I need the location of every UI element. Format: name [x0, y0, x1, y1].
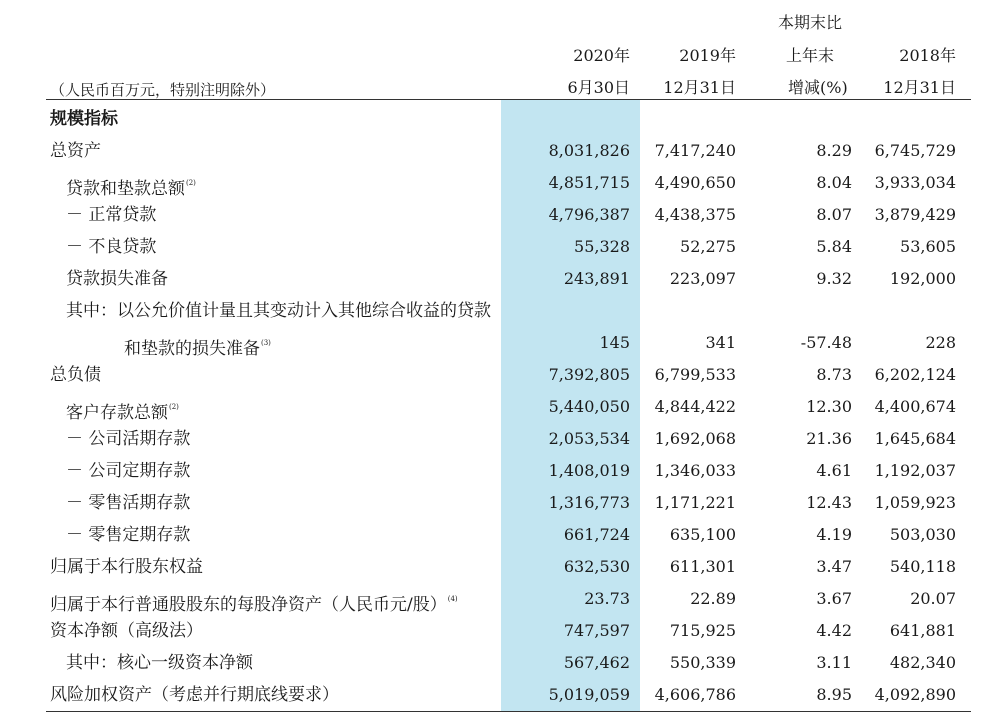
- table-row: [0, 295, 998, 327]
- row-value-col4: 6,745,729: [874, 141, 956, 160]
- table-row: [0, 135, 998, 167]
- table-row: [0, 615, 998, 647]
- row-value-col4: 1,192,037: [874, 461, 956, 480]
- row-value-col1: 8,031,826: [548, 141, 630, 160]
- row-value-col1: 1,408,019: [548, 461, 630, 480]
- row-value-col3: 3.67: [816, 589, 852, 608]
- row-value-col2: 1,692,068: [654, 429, 736, 448]
- row-value-col2: 4,844,422: [654, 397, 736, 416]
- col2-header-date: 12月31日: [663, 78, 736, 97]
- row-value-col4: 641,881: [889, 621, 956, 640]
- row-value-col2: 223,097: [669, 269, 736, 288]
- row-value-col3: 8.29: [816, 141, 852, 160]
- table-row: [0, 455, 998, 487]
- row-value-col1: 2,053,534: [548, 429, 630, 448]
- row-value-col4: 4,092,890: [874, 685, 956, 704]
- row-value-col3: 4.61: [816, 461, 852, 480]
- row-value-col2: 7,417,240: [654, 141, 736, 160]
- row-value-col2: 715,925: [669, 621, 736, 640]
- row-value-col3: 3.47: [816, 557, 852, 576]
- row-label: － 零售定期存款: [66, 525, 191, 545]
- row-value-col4: 503,030: [889, 525, 956, 544]
- row-value-col3: 4.42: [816, 621, 852, 640]
- row-value-col1: 5,019,059: [548, 685, 630, 704]
- row-value-col1: 7,392,805: [548, 365, 630, 384]
- table-row: [0, 487, 998, 519]
- row-value-col2: 4,438,375: [654, 205, 736, 224]
- row-label: － 正常贷款: [66, 205, 157, 225]
- row-value-col2: 52,275: [680, 237, 736, 256]
- row-value-col1: 567,462: [563, 653, 630, 672]
- table-row: [0, 423, 998, 455]
- table-row: [0, 103, 998, 135]
- row-label: － 零售活期存款: [66, 493, 191, 513]
- col4-header-date: 12月31日: [883, 78, 956, 97]
- row-value-col4: 53,605: [900, 237, 956, 256]
- row-value-col4: 6,202,124: [874, 365, 956, 384]
- row-value-col3: 8.95: [816, 685, 852, 704]
- row-value-col1: 4,851,715: [548, 173, 630, 192]
- row-value-col3: -57.48: [800, 333, 852, 352]
- table-row: [0, 551, 998, 583]
- row-value-col4: 540,118: [889, 557, 956, 576]
- row-label: － 公司定期存款: [66, 461, 191, 481]
- row-value-col4: 3,933,034: [874, 173, 956, 192]
- row-value-col1: 243,891: [563, 269, 630, 288]
- row-value-col2: 550,339: [669, 653, 736, 672]
- row-value-col4: 1,059,923: [874, 493, 956, 512]
- header-rule: [46, 99, 971, 100]
- row-label: 贷款损失准备: [66, 269, 168, 289]
- row-label: 其中：核心一级资本净额: [66, 653, 253, 673]
- row-value-col3: 5.84: [816, 237, 852, 256]
- footnote-marker: (3): [261, 339, 271, 347]
- row-value-col1: 661,724: [563, 525, 630, 544]
- row-value-col1: 23.73: [584, 589, 630, 608]
- row-value-col3: 8.07: [816, 205, 852, 224]
- row-value-col1: 1,316,773: [548, 493, 630, 512]
- row-value-col3: 3.11: [816, 653, 852, 672]
- row-value-col4: 3,879,429: [874, 205, 956, 224]
- table-row: [0, 231, 998, 263]
- row-value-col3: 8.04: [816, 173, 852, 192]
- col2-header-year: 2019年: [679, 46, 736, 65]
- col1-header-year: 2020年: [573, 46, 630, 65]
- table-row: [0, 327, 998, 359]
- row-value-col2: 22.89: [690, 589, 736, 608]
- table-row: [0, 647, 998, 679]
- row-value-col2: 4,490,650: [654, 173, 736, 192]
- row-value-col4: 482,340: [889, 653, 956, 672]
- row-value-col1: 55,328: [574, 237, 630, 256]
- row-label: 总负债: [50, 365, 101, 385]
- row-value-col1: 747,597: [563, 621, 630, 640]
- table-row: [0, 263, 998, 295]
- row-value-col2: 1,346,033: [654, 461, 736, 480]
- row-value-col3: 21.36: [806, 429, 852, 448]
- row-value-col4: 4,400,674: [874, 397, 956, 416]
- row-label: 贷款和垫款总额$^{(2)}$: [66, 179, 196, 199]
- row-label: 风险加权资产（考虑并行期底线要求）: [50, 685, 339, 705]
- row-value-col1: 145: [599, 333, 630, 352]
- col3-header-line0: 本期末比: [778, 13, 843, 32]
- row-value-col3: 8.73: [816, 365, 852, 384]
- row-value-col4: 1,645,684: [874, 429, 956, 448]
- row-value-col4: 20.07: [910, 589, 956, 608]
- row-label: 客户存款总额$^{(2)}$: [66, 403, 179, 423]
- row-value-col2: 6,799,533: [654, 365, 736, 384]
- col1-header-date: 6月30日: [567, 78, 630, 97]
- row-value-col4: 192,000: [889, 269, 956, 288]
- row-label: － 公司活期存款: [66, 429, 191, 449]
- row-label: 规模指标: [50, 109, 118, 129]
- row-value-col1: 5,440,050: [548, 397, 630, 416]
- table-row: [0, 167, 998, 199]
- row-value-col3: 12.43: [806, 493, 852, 512]
- row-value-col2: 4,606,786: [654, 685, 736, 704]
- footnote-marker: (4): [447, 595, 458, 603]
- row-value-col3: 12.30: [806, 397, 852, 416]
- bottom-rule: [46, 711, 971, 712]
- footnote-marker: (2): [186, 179, 196, 187]
- col3-header-line2: 增减(%): [788, 78, 848, 97]
- row-value-col1: 4,796,387: [548, 205, 630, 224]
- row-label: 其中：以公允价值计量且其变动计入其他综合收益的贷款: [66, 301, 491, 321]
- row-label: 归属于本行股东权益: [50, 557, 203, 577]
- row-label: － 不良贷款: [66, 237, 157, 257]
- table-row: [0, 199, 998, 231]
- table-row: [0, 519, 998, 551]
- row-label: 总资产: [50, 141, 101, 161]
- row-value-col3: 9.32: [816, 269, 852, 288]
- unit-note: （人民币百万元，特别注明除外）: [50, 81, 276, 99]
- row-label: 资本净额（高级法）: [50, 621, 203, 641]
- row-value-col2: 341: [705, 333, 736, 352]
- row-value-col2: 611,301: [669, 557, 736, 576]
- row-value-col3: 4.19: [816, 525, 852, 544]
- col3-header-line1: 上年末: [786, 46, 835, 65]
- table-row: [0, 679, 998, 711]
- row-value-col4: 228: [925, 333, 956, 352]
- row-value-col2: 1,171,221: [654, 493, 736, 512]
- row-value-col2: 635,100: [669, 525, 736, 544]
- table-row: [0, 391, 998, 423]
- row-value-col1: 632,530: [563, 557, 630, 576]
- table-row: [0, 583, 998, 615]
- table-row: [0, 359, 998, 391]
- col4-header-year: 2018年: [899, 46, 956, 65]
- footnote-marker: (2): [169, 403, 179, 411]
- row-label: 归属于本行普通股股东的每股净资产（人民币元/股）$^{(4)}$: [50, 595, 458, 615]
- row-label: 和垫款的损失准备$^{(3)}$: [124, 339, 271, 359]
